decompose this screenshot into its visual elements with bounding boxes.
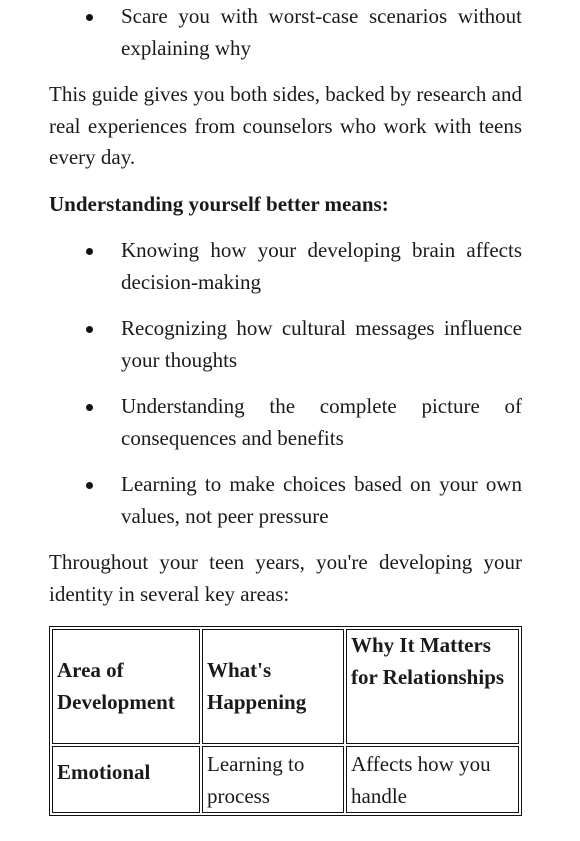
bullet-list-main — [49, 235, 522, 532]
bullet-icon — [86, 404, 93, 411]
bullet-icon — [86, 14, 93, 21]
document-page — [49, 0, 522, 816]
table-row — [52, 746, 519, 813]
list-item — [49, 469, 522, 532]
table-header-row — [52, 629, 519, 744]
table-cell: Learning to process — [202, 746, 344, 813]
bullet-text: Understanding the complete picture of consequences and benefits — [121, 394, 522, 450]
table-cell: Emotional — [52, 746, 200, 813]
bullet-icon — [86, 326, 93, 333]
list-item — [49, 1, 522, 64]
paragraph: Throughout your teen years, you're developing your identity in several key areas: — [49, 550, 522, 606]
bullet-icon — [86, 248, 93, 255]
list-item — [49, 313, 522, 376]
bullet-text: Scare you with worst-case scenarios without explaining why — [121, 4, 522, 60]
list-item — [49, 391, 522, 454]
bullet-text: Knowing how your developing brain affects decision-making — [121, 238, 522, 294]
table-header-cell: Why It Matters for Relationships — [346, 629, 519, 744]
table-cell: Affects how you handle — [346, 746, 519, 813]
bullet-list-top — [49, 1, 522, 64]
bullet-text: Recognizing how cultural messages influence your thoughts — [121, 316, 522, 372]
table-header-cell: What's Happening — [202, 629, 344, 744]
development-table — [49, 626, 522, 816]
paragraph: This guide gives you both sides, backed by research and real experiences from counselors who work with teens every day. — [49, 82, 522, 169]
bullet-text: Learning to make choices based on your own values, not peer pressure — [121, 472, 522, 528]
section-heading: Understanding yourself better means: — [49, 191, 389, 216]
table-header-cell: Area of Development — [52, 629, 200, 744]
list-item — [49, 235, 522, 298]
bullet-icon — [86, 482, 93, 489]
